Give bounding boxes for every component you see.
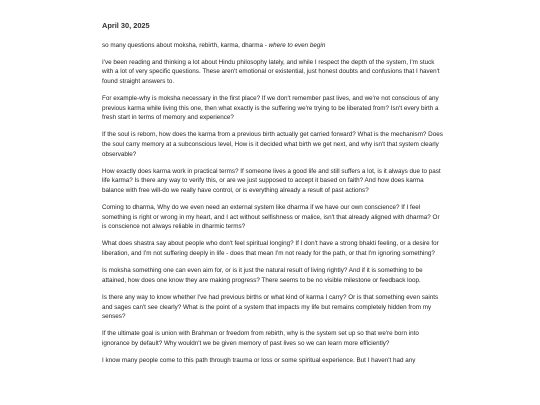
paragraph: Is there any way to know whether I've had previous births or what kind of karma I carry? Or is that something even saints and sages can't see clearly? What is the point of a system that impacts my life but remains completely hidden from my senses? xyxy=(102,294,439,321)
paragraph: If the soul is reborn, how does the karma from a previous birth actually get carried forward? What is the mechanism? Does the soul carry memory at a subconscious level, How is it decided what birth we get next, and why isn't that system clearly observable? xyxy=(102,131,443,158)
entry-title-text: so many questions about moksha, rebirth, karma, dharma - xyxy=(102,42,269,49)
entry-title-emphasis: where to even begin xyxy=(268,42,326,49)
paragraph: If the ultimate goal is union with Brahman or freedom from rebirth, why is the system set up so that we're born into ignorance by default? Why wouldn't we be given memory of past lives so we can learn more efficiently? xyxy=(102,330,419,347)
paragraph: What does shastra say about people who don't feel spiritual longing? If I don't have a strong bhakti feeling, or a desire for liberation, and I'm not suffering deeply in life - does that mean I'm not ready for the path, or that I'm ignoring something? xyxy=(102,240,439,258)
paragraph: For example-why is moksha necessary in the first place? If we don't remember past lives, and we're not conscious of any previous karma while living this one, then what exactly is the suffering we're trying to be liberated from? Isn't every birth a fresh start in terms of memory and experience? xyxy=(102,94,439,122)
paragraph: How exactly does karma work in practical terms? If someone lives a good life and still suffers a lot, is it always due to past life karma? Is there any way to verify this, or are we just supposed to accept it based on faith? And how does karma balance with free will-do we really have control, or is everything already a result of past actions? xyxy=(102,167,441,194)
paragraph: I know many people come to this path through trauma or loss or some spiritual experience. But I haven't had any xyxy=(102,357,416,365)
paragraph: Coming to dharma, Why do we even need an external system like dharma if we have our own conscience? If I feel something is right or wrong in my heart, and I act without selfishness or malice, isn't that already aligned with dharma? Or is conscience not always reliable in dharmic terms? xyxy=(102,204,440,231)
entry-date: April 30, 2025 xyxy=(102,21,150,30)
journal-entry xyxy=(102,20,444,373)
paragraph: Is moksha something one can even aim for, or is it just the natural result of living rightly? And if it is something to be attained, how does one know they are making progress? There seems to be no visible milestone or feedback loop. xyxy=(102,267,423,284)
paragraph: I've been reading and thinking a lot about Hindu philosophy lately, and while I respect the depth of the system, I'm stuck with a lot of very specific questions. These aren't emotional or existential, just honest doubts and confusions that I haven't found straight answers to. xyxy=(102,58,440,85)
entry-title xyxy=(102,41,444,51)
